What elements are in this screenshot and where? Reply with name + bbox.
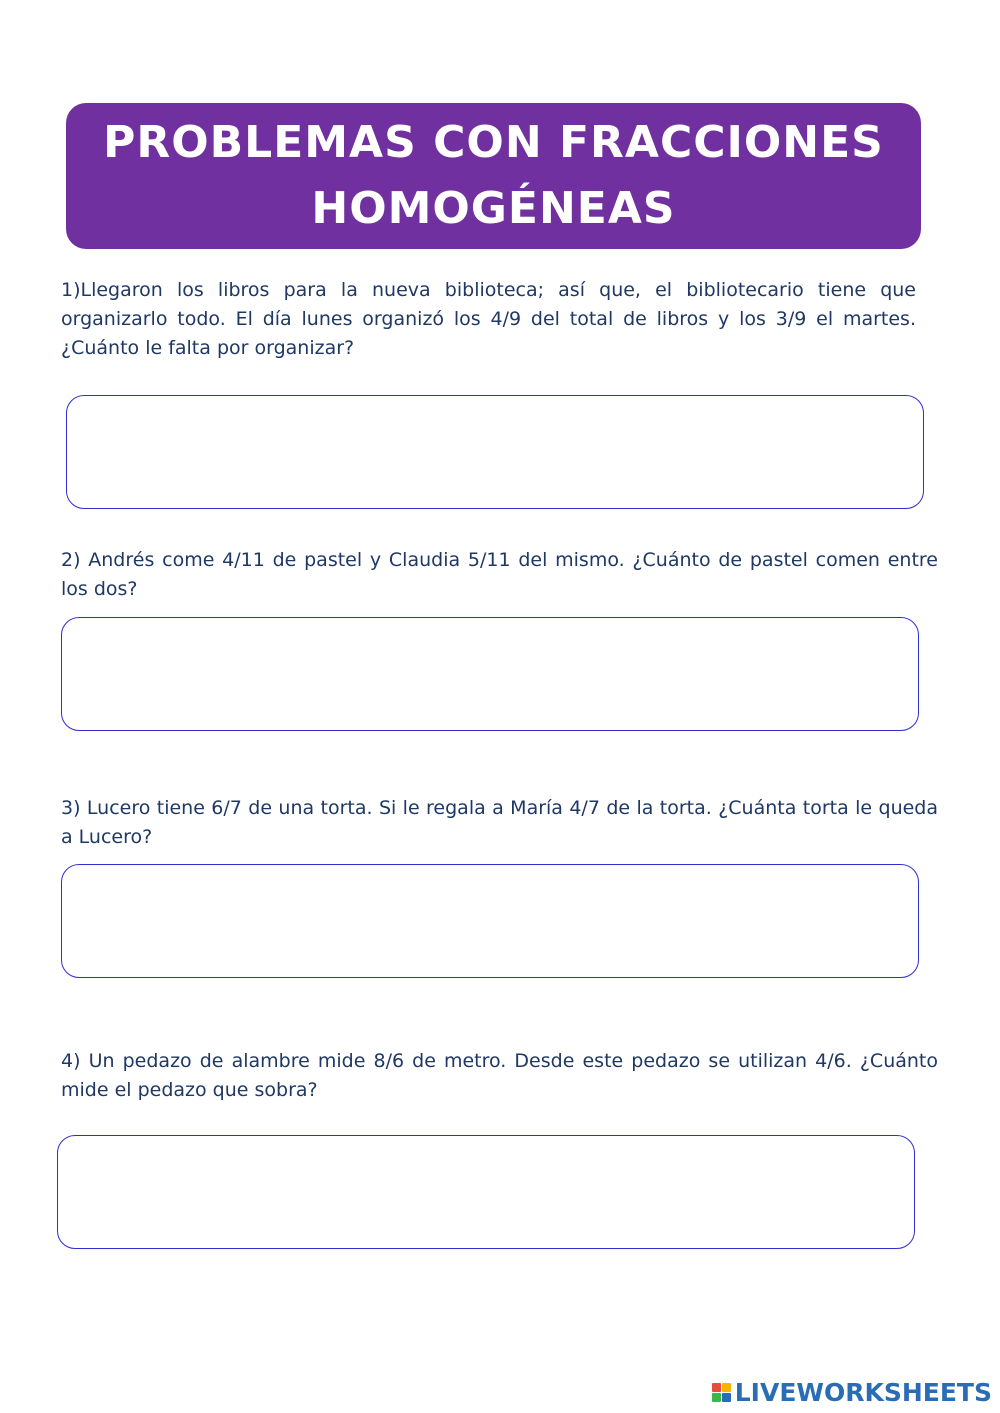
liveworksheets-logo-icon <box>712 1383 731 1402</box>
page-title-line-1: PROBLEMAS CON FRACCIONES <box>103 117 884 168</box>
title-banner <box>66 103 921 249</box>
question-3-text: 3) Lucero tiene 6/7 de una torta. Si le regala a María 4/7 de la torta. ¿Cuánta torta le queda a Lucero? <box>61 797 938 848</box>
answer-box-4[interactable] <box>57 1135 915 1249</box>
page-title-line-2: HOMOGÉNEAS <box>311 183 676 234</box>
question-1-text: 1)Llegaron los libros para la nueva biblioteca; así que, el bibliotecario tiene que organizarlo todo. El día lunes organizó los 4/9 del total de libros y los 3/9 el martes. ¿Cuánto le falta por organizar? <box>61 279 916 359</box>
question-4-text: 4) Un pedazo de alambre mide 8/6 de metro. Desde este pedazo se utilizan 4/6. ¿Cuánto mide el pedazo que sobra? <box>61 1050 938 1101</box>
answer-box-3[interactable] <box>61 864 919 978</box>
brand-name: LIVEWORKSHEETS <box>734 1378 992 1407</box>
liveworksheets-logo[interactable] <box>712 1378 992 1407</box>
answer-box-1[interactable] <box>66 395 924 509</box>
answer-box-2[interactable] <box>61 617 919 731</box>
question-2-text: 2) Andrés come 4/11 de pastel y Claudia 5/11 del mismo. ¿Cuánto de pastel comen entre los dos? <box>61 549 938 600</box>
